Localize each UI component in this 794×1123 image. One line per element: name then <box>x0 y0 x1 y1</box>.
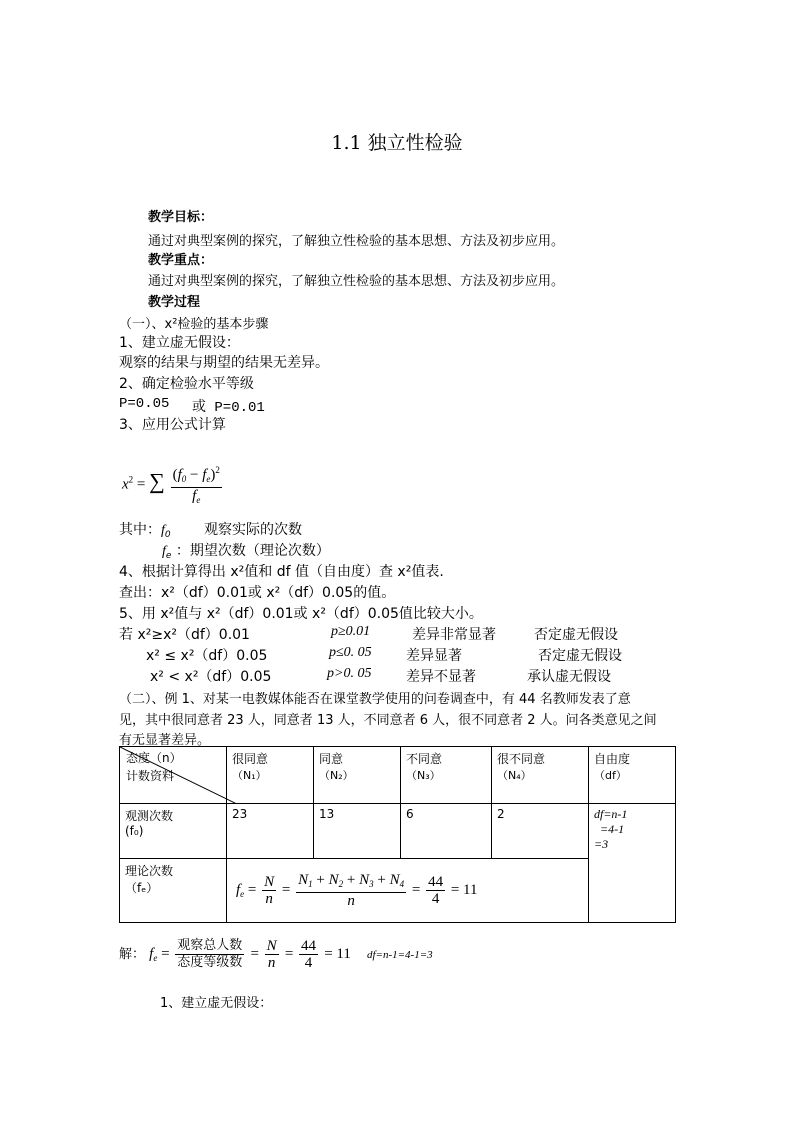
goal-text: 通过对典型案例的探究，了解独立性检验的基本思想、方法及初步应用。 <box>148 234 565 249</box>
step2: 2、确定检验水平等级 <box>119 376 254 392</box>
rule-1-condition: 若 x²≥x²（df）0.01 <box>119 627 250 643</box>
solution-line: 解： $f_e$ = $\frac{\text{观察总人数}}{\text{态度等级数}}$ = $\frac{N}{n}$ = $\frac{44}{4}$ = 11 df=n-1=4-1=3 <box>119 938 433 971</box>
last-step: 1、建立虚无假设： <box>160 996 273 1011</box>
df-cell: df=n-1 =4-1 =3 <box>589 804 676 923</box>
step3: 3、应用公式计算 <box>119 417 226 433</box>
header-agree: 同意 （N₂） <box>314 747 401 804</box>
page-title: 1.1 独立性检验 <box>331 132 463 154</box>
header-strongly-agree: 很同意 （N₁） <box>227 747 314 804</box>
theory-label-cell: 理论次数 （fₑ） <box>120 859 227 923</box>
corner-top: 态度（n） <box>126 751 182 765</box>
step2-p005: P=0.05 <box>119 396 170 412</box>
rule-1-diff: 差异非常显著 <box>412 627 496 643</box>
observed-value: 6 <box>401 804 492 859</box>
header-strongly-disagree: 很不同意 （N₄） <box>492 747 589 804</box>
goal-heading: 教学目标： <box>148 210 214 225</box>
fe-line: $f_e$ ：期望次数（理论次数） <box>162 543 330 561</box>
where-label: 其中：$f_0$ <box>119 522 171 540</box>
rule-1-conclusion: 否定虚无假设 <box>534 627 618 643</box>
key-heading: 教学重点： <box>148 253 214 268</box>
header-disagree: 不同意 （N₃） <box>401 747 492 804</box>
step5: 5、用 x²值与 x²（df）0.01或 x²（df）0.05值比较大小。 <box>119 606 483 622</box>
corner-bottom: 计数资料 <box>126 769 175 783</box>
rule-2-diff: 差异显著 <box>406 648 462 664</box>
key-text: 通过对典型案例的探究，了解独立性检验的基本思想、方法及初步应用。 <box>148 274 565 289</box>
lookup-line: 查出：x²（df）0.01或 x²（df）0.05的值。 <box>119 585 396 601</box>
fe-formula-cell <box>227 859 589 923</box>
rule-1-p: p≥0.01 <box>331 624 371 639</box>
header-df: 自由度 （df） <box>589 747 676 804</box>
step1-text: 观察的结果与期望的结果无差异。 <box>119 355 329 371</box>
example-line-3: 有无显著差异。 <box>119 733 211 748</box>
rule-2-p: p≤0. 05 <box>329 645 372 660</box>
corner-cell <box>120 747 227 804</box>
process-heading: 教学过程 <box>148 295 201 310</box>
observed-value: 13 <box>314 804 401 859</box>
fe-formula: $f_e$ = $\frac{N}{n}$ = $\frac{N_1 + N_2 + N_3 + N_4}{n}$ = $\frac{44}{4}$ = 11 <box>236 872 478 909</box>
example-line-2: 见，其中很同意者 23 人，同意者 13 人，不同意者 6 人，很不同意者 2 人。问各类意见之间 <box>119 713 657 728</box>
observed-value: 2 <box>492 804 589 859</box>
rule-2-conclusion: 否定虚无假设 <box>538 648 622 664</box>
chi-square-formula: $x^2$ = ∑ $\frac{(f_0 - f_e)^2}{f_e}$ <box>122 462 224 508</box>
example-line-1: （二）、例 1、对某一电教媒体能否在课堂教学使用的问卷调查中，有 44 名教师发表了意 <box>119 692 631 707</box>
survey-table <box>119 746 676 923</box>
step4: 4、根据计算得出 x²值和 df 值（自由度）查 x²值表. <box>119 564 444 580</box>
rule-3-conclusion: 承认虚无假设 <box>527 669 611 685</box>
step2-p001: 或 P=0.01 <box>192 400 265 416</box>
rule-3-condition: x² < x²（df）0.05 <box>150 669 272 685</box>
f0-desc: 观察实际的次数 <box>204 522 302 538</box>
rule-2-condition: x² ≤ x²（df）0.05 <box>146 648 268 664</box>
rule-3-p: p>0. 05 <box>327 666 372 681</box>
observed-label-cell: 观测次数 (f₀) <box>120 804 227 859</box>
step1: 1、建立虚无假设： <box>119 335 240 351</box>
rule-3-diff: 差异不显著 <box>406 669 476 685</box>
observed-value: 23 <box>227 804 314 859</box>
section1-heading: （一）、x²检验的基本步骤 <box>119 317 269 332</box>
solution-df: df=n-1=4-1=3 <box>366 949 433 961</box>
